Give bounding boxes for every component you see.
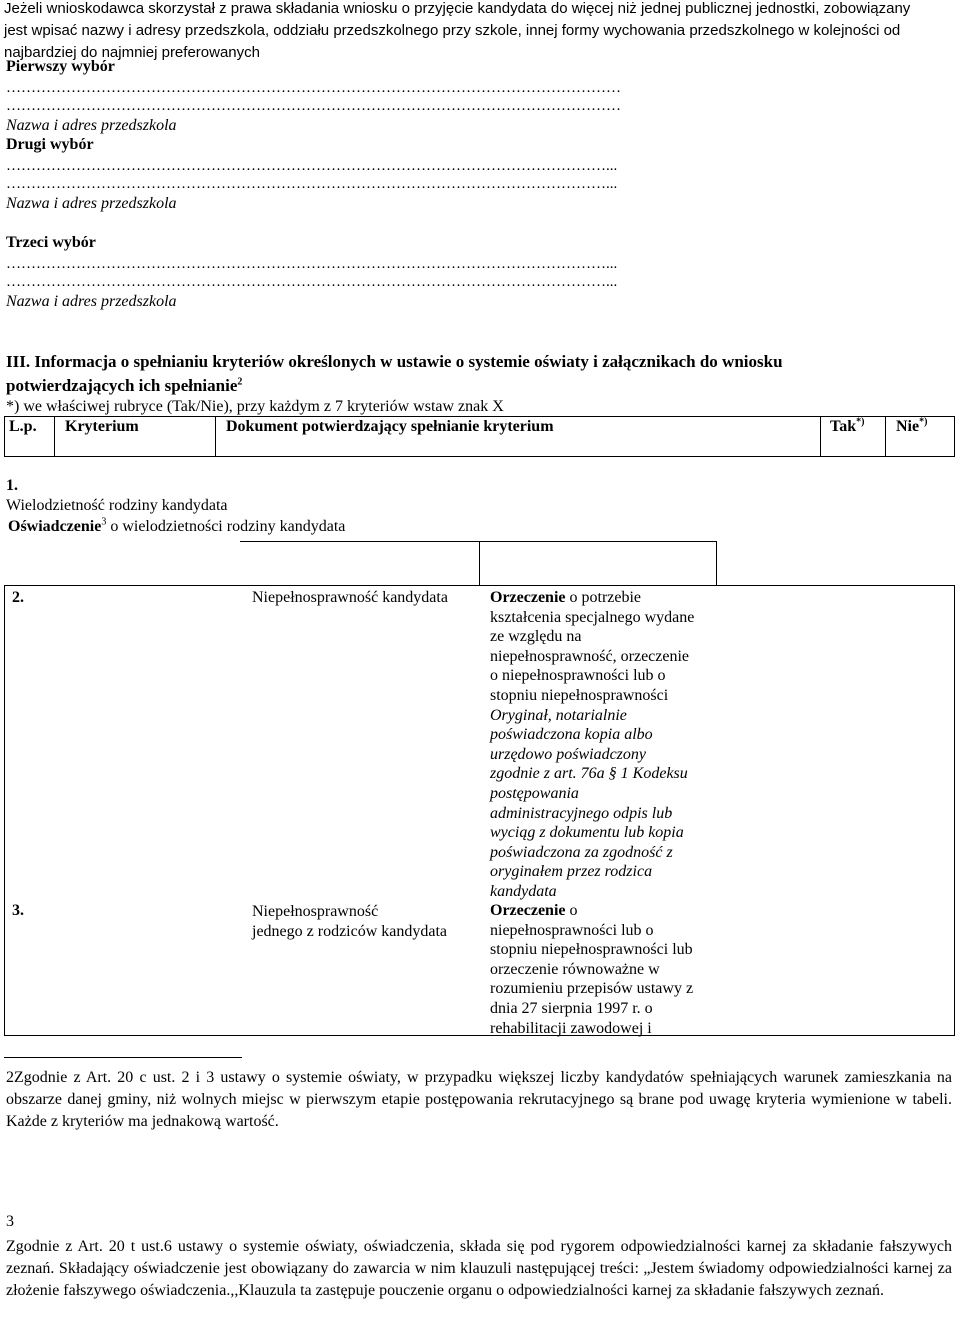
row2-doc-italic-line: postępowania <box>490 784 579 802</box>
first-choice-heading: Pierwszy wybór <box>6 58 115 75</box>
row2-doc-line: ze względu na <box>490 628 582 646</box>
second-choice-heading: Drugi wybór <box>6 136 94 153</box>
row1-kryterium: Wielodzietność rodziny kandydata <box>6 497 228 514</box>
header-nie <box>896 418 927 436</box>
footnote-ref: 2 <box>237 376 243 388</box>
header-kryterium: Kryterium <box>65 418 139 435</box>
row2-doc-bold: Orzeczenie <box>490 589 566 606</box>
section-title <box>6 350 956 398</box>
row3-doc-line: orzeczenie równoważne w <box>490 960 660 978</box>
section-title-line: III. Informacja o spełnianiu kryteriów określonych w ustawie o systemie oświaty i załącznikach do wniosku <box>6 352 783 371</box>
row3-doc-line: o <box>565 902 578 919</box>
first-choice-dots-line: …………………………………………………………………………………………………………… <box>6 80 621 96</box>
third-choice-dots-line: …………………………………………………………………………………………………………... <box>6 274 618 290</box>
intro-line: jest wpisać nazwy i adresy przedszkola, oddziału przedszkolnego przy szkole, innej formy wychowania przedszkolnego w kolejności od <box>4 22 901 39</box>
first-choice-caption: Nazwa i adres przedszkola <box>6 117 177 134</box>
row3-doc-line: dnia 27 sierpnia 1997 r. o <box>490 999 653 1017</box>
header-tak <box>830 418 864 436</box>
row3-kryterium <box>252 902 447 941</box>
second-choice-dots-line: …………………………………………………………………………………………………………... <box>6 158 618 174</box>
row3-number: 3. <box>12 902 24 919</box>
row1-doc-rest: o wielodzietności rodziny kandydata <box>106 518 346 535</box>
row2-doc-italic-line: urzędowo poświadczony <box>490 745 646 763</box>
section-title-line: potwierdzających ich spełnianie <box>6 376 238 395</box>
row2-doc-line: kształcenia specjalnego wydane <box>490 608 695 626</box>
intro-text <box>4 0 954 64</box>
row3-kryterium-line: jednego z rodziców kandydata <box>252 922 448 940</box>
first-choice-dots-line: …………………………………………………………………………………………………………… <box>6 98 621 114</box>
intro-line: najbardziej do najmniej preferowanych <box>4 44 260 61</box>
third-choice-caption: Nazwa i adres przedszkola <box>6 293 177 310</box>
instruction-text: *) we właściwej rubryce (Tak/Nie), przy każdym z 7 kryteriów wstaw znak X <box>6 398 504 415</box>
footnote-mark: *) <box>919 416 928 428</box>
header-lp: L.p. <box>9 418 37 435</box>
footnote-ref: 3 <box>101 516 107 528</box>
third-choice-heading: Trzeci wybór <box>6 234 96 251</box>
intro-line: Jeżeli wnioskodawca skorzystał z prawa składania wniosku o przyjęcie kandydata do więcej niż jednej publicznej jednostki, zobowiązany <box>4 0 911 17</box>
footnote-3: Zgodnie z Art. 20 t ust.6 ustawy o systemie oświaty, oświadczenia, składa się pod rygorem odpowiedzialności karnej za składanie fałszywych zeznań. Składający oświadczenie jest obowiązany do zawarcia w nim klauzuli następującej treści: „Jestem świadomy odpowiedzialności karnej za złożenie fałszywego oświadczenia.,,Klauzula ta zastępuje pouczenie organu o odpowiedzialności karnej za składanie fałszywych zeznań. <box>6 1238 952 1299</box>
row2-doc-italic-line: kandydata <box>490 882 557 900</box>
row3-doc-line: stopniu niepełnosprawności lub <box>490 941 693 959</box>
row3-kryterium-line: Niepełnosprawność <box>252 903 379 920</box>
header-dokument: Dokument potwierdzający spełnianie kryterium <box>226 418 554 435</box>
second-choice-dots-line: …………………………………………………………………………………………………………... <box>6 176 618 192</box>
row2-doc-italic-line: oryginałem przez rodzica <box>490 863 653 881</box>
row2-kryterium: Niepełnosprawność kandydata <box>252 589 448 606</box>
footnote-2: 2Zgodnie z Art. 20 c ust. 2 i 3 ustawy o systemie oświaty, w przypadku większej liczby kandydatów spełniających warunek zamieszkania na obszarze danej gminy, niż wolnych miejsc w pierwszym etapie postępowania rekrutacyjnego są brane pod uwagę kryteria wymienione w tabeli. Każde z kryteriów ma jednakową wartość. <box>6 1069 952 1130</box>
row2-doc-italic-line: poświadczona kopia albo <box>490 726 653 744</box>
row1-number: 1. <box>6 477 18 494</box>
row2-doc-line: stopniu niepełnosprawności <box>490 686 669 704</box>
footnote-mark: *) <box>856 416 865 428</box>
row3-doc-bold: Orzeczenie <box>490 902 566 919</box>
row2-doc-italic-line: administracyjnego odpis lub <box>490 804 673 822</box>
row2-doc-italic-line: wyciąg z dokumentu lub kopia <box>490 824 684 842</box>
third-choice-dots-line: …………………………………………………………………………………………………………... <box>6 256 618 272</box>
row2-number: 2. <box>12 589 24 606</box>
row3-doc-line: rozumieniu przepisów ustawy z <box>490 980 694 998</box>
footnote-3-number: 3 <box>6 1213 14 1230</box>
row2-doc-italic-line: Oryginał, notarialnie <box>490 706 627 724</box>
row2-doc-line: o niepełnosprawności lub o <box>490 667 666 685</box>
second-choice-caption: Nazwa i adres przedszkola <box>6 195 177 212</box>
row1-document <box>8 518 345 536</box>
row2-doc-line: niepełnosprawność, orzeczenie <box>490 647 690 665</box>
row1-doc-bold: Oświadczenie <box>8 518 102 535</box>
row2-doc-italic-line: poświadczona za zgodność z <box>490 843 673 861</box>
row3-document <box>490 901 715 1038</box>
row3-doc-line: rehabilitacji zawodowej i <box>490 1019 652 1037</box>
row2-doc-italic-line: zgodnie z art. 76a § 1 Kodeksu <box>490 765 688 783</box>
header-nie-label: Nie <box>896 418 920 435</box>
row2-doc-line: o potrzebie <box>565 589 642 606</box>
row3-doc-line: niepełnosprawności lub o <box>490 921 654 939</box>
footnote-separator <box>4 1057 242 1058</box>
header-tak-label: Tak <box>830 418 857 435</box>
row2-document <box>490 588 715 902</box>
